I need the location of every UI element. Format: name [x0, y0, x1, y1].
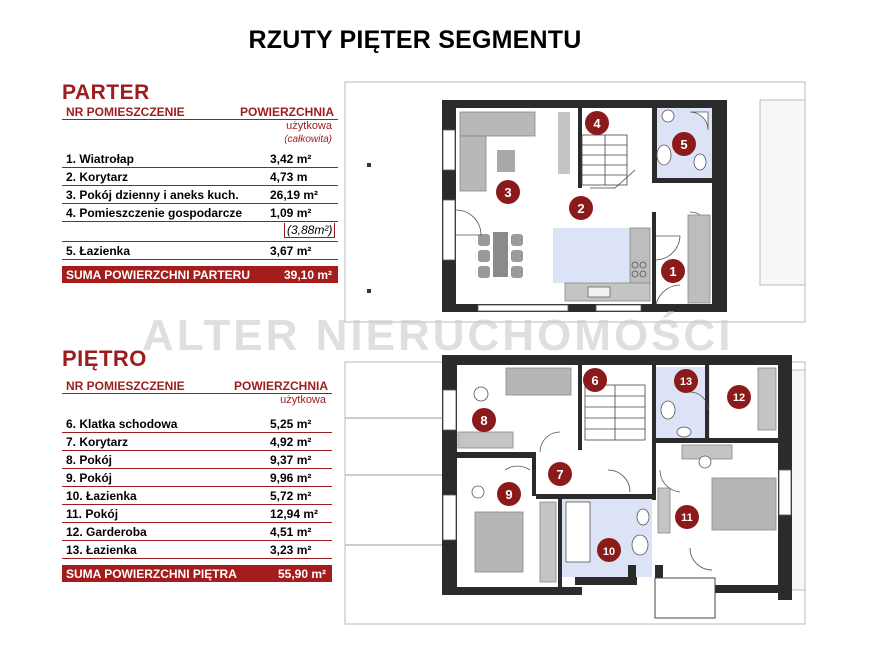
bathtub-icon: [566, 502, 590, 562]
room-name: 6. Klatka schodowa: [66, 417, 178, 431]
parter-title: PARTER: [62, 81, 150, 104]
room-badge-5: [672, 132, 696, 156]
chair-icon: [699, 456, 711, 468]
room-area: 1,09 m²: [270, 206, 312, 220]
room-name: 9. Pokój: [66, 471, 113, 485]
badge-label: 12: [732, 392, 746, 404]
badge-label: 6: [591, 373, 599, 388]
wardrobe: [658, 488, 670, 533]
chair-icon: [474, 387, 488, 401]
watermark-text: ALTER NIERUCHOMOŚCI: [142, 311, 734, 360]
parter-col-room: NR POMIESZCZENIE: [66, 105, 185, 119]
badge-label: 7: [556, 467, 564, 482]
room-name: 8. Pokój: [66, 453, 113, 467]
pietro-title: PIĘTRO: [62, 346, 147, 371]
room-badge-7: [548, 462, 572, 486]
sink-icon: [677, 427, 691, 437]
marker-dot: [367, 289, 371, 293]
room-area: 3,67 m²: [270, 244, 312, 258]
pietro-col-area: POWIERZCHNIA: [234, 379, 328, 393]
room-area: 4,92 m²: [270, 435, 312, 449]
room-name: 7. Korytarz: [66, 435, 129, 449]
room-area: 26,19 m²: [270, 188, 319, 202]
pietro-col-room: NR POMIESZCZENIE: [66, 379, 185, 393]
room-name: 12. Garderoba: [66, 525, 147, 539]
parter-sum-label: SUMA POWIERZCHNI PARTERU: [66, 268, 250, 282]
room-name: 5. Łazienka: [66, 244, 131, 258]
room-badge-13: [674, 369, 698, 393]
room-badge-12: [727, 385, 751, 409]
badge-label: 10: [602, 546, 616, 558]
badge-label: 4: [593, 116, 601, 131]
bed: [475, 512, 523, 572]
parter-sub-usable: użytkowa: [286, 120, 332, 132]
neighbour-terrace: [345, 418, 445, 545]
pietro-sum-label: SUMA POWIERZCHNI PIĘTRA: [66, 567, 237, 581]
room-area: 5,72 m²: [270, 489, 312, 503]
dining-table: [493, 232, 508, 277]
room-area: 5,25 m²: [270, 417, 312, 431]
room-area: 9,96 m²: [270, 471, 312, 485]
badge-label: 13: [679, 376, 693, 388]
stairs-icon: [585, 385, 645, 440]
badge-label: 11: [681, 512, 693, 524]
wardrobe: [540, 502, 556, 582]
room-area: 12,94 m²: [270, 507, 319, 521]
desk: [458, 432, 513, 448]
page-title: RZUTY PIĘTER SEGMENTU: [248, 26, 582, 54]
room-badge-8: [472, 408, 496, 432]
wardrobe: [758, 368, 776, 430]
badge-label: 8: [480, 413, 488, 428]
bed: [712, 478, 776, 530]
sink-icon: [588, 287, 610, 297]
wardrobe: [558, 112, 570, 174]
room-name: 3. Pokój dzienny i aneks kuch.: [66, 188, 239, 202]
room-area: 4,73 m: [270, 170, 308, 184]
toilet-icon: [632, 535, 648, 555]
room-area: 4,51 m²: [270, 525, 312, 539]
coffee-table: [497, 150, 515, 172]
room-name: 10. Łazienka: [66, 489, 137, 503]
room-area: 3,23 m²: [270, 543, 312, 557]
chair-icon: [472, 486, 484, 498]
sink-icon: [637, 509, 649, 525]
room-badge-6: [583, 368, 607, 392]
parter-sub-total: (całkowita): [284, 134, 332, 145]
room-badge-4: [585, 111, 609, 135]
marker-dot: [367, 163, 371, 167]
bed: [506, 368, 571, 395]
pietro-sub-usable: użytkowa: [280, 394, 326, 406]
room-badge-1: [661, 259, 685, 283]
room-name: 13. Łazienka: [66, 543, 137, 557]
room-badge-9: [497, 482, 521, 506]
room-badge-3: [496, 180, 520, 204]
balcony: [655, 578, 715, 618]
badge-label: 2: [577, 201, 585, 216]
room-area: 9,37 m²: [270, 453, 312, 467]
parter-sum-value: 39,10 m²: [283, 268, 332, 282]
room-badge-10: [597, 538, 621, 562]
badge-label: 5: [680, 137, 688, 152]
room-area: 3,42 m²: [270, 152, 312, 166]
pietro-sum-value: 55,90 m²: [277, 567, 326, 581]
entry-wardrobe: [688, 215, 710, 303]
badge-label: 9: [505, 487, 513, 502]
room-name: 2. Korytarz: [66, 170, 129, 184]
badge-label: 1: [669, 264, 677, 279]
room-badge-2: [569, 196, 593, 220]
toilet-icon: [661, 401, 675, 419]
room-area-total: (3,88m²): [284, 223, 335, 238]
room-name: 4. Pomieszczenie gospodarcze: [66, 206, 243, 220]
room-name: 11. Pokój: [66, 507, 119, 521]
room-badge-11: [675, 505, 699, 529]
room-name: 1. Wiatrołap: [66, 152, 134, 166]
badge-label: 3: [504, 185, 512, 200]
parter-col-area: POWIERZCHNIA: [240, 105, 334, 119]
